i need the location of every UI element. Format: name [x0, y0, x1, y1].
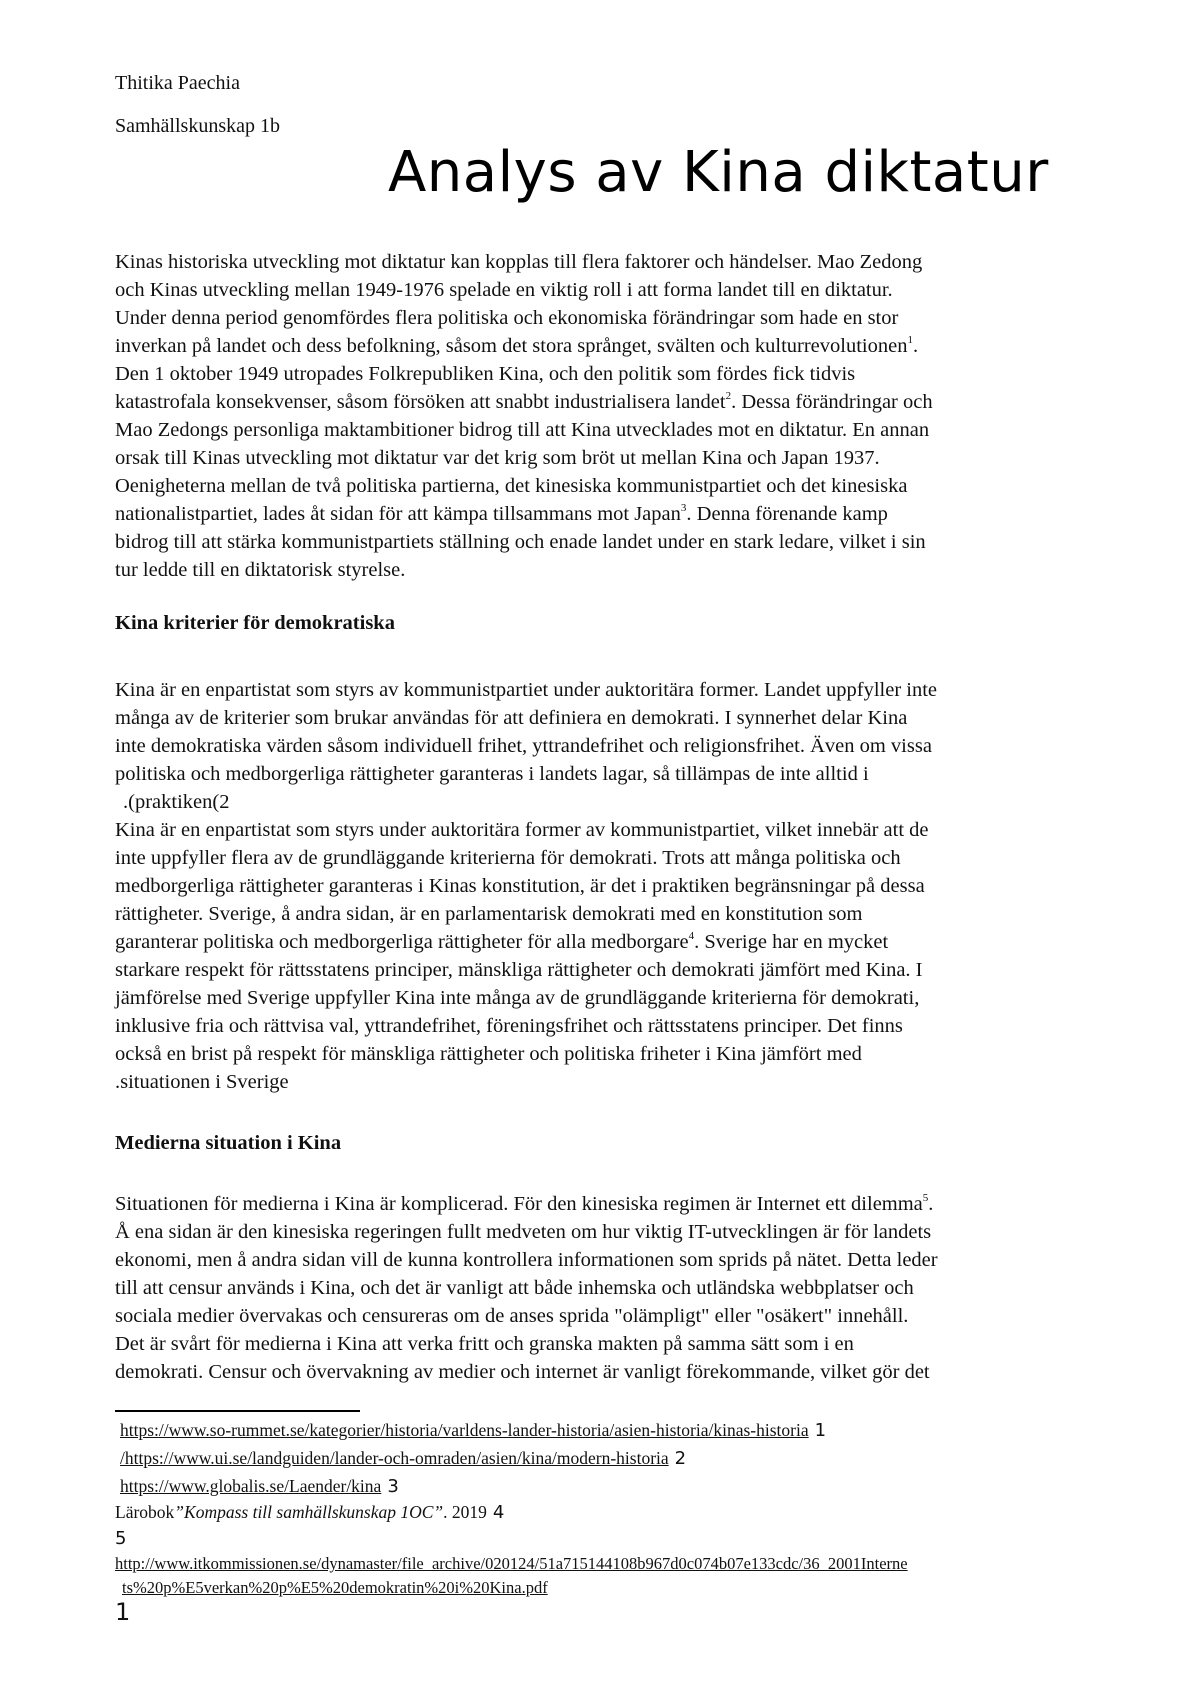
text-line: Den 1 oktober 1949 utropades Folkrepubliken Kina, och den politik som fördes fick tidvis	[115, 363, 856, 385]
book-title: ”Kompass till samhällskunskap 1OC”	[174, 1502, 444, 1522]
footnote-number: 3	[387, 1476, 399, 1497]
footnote-ref[interactable]: 3	[680, 502, 687, 515]
course-name: Samhällskunskap 1b	[115, 115, 280, 137]
text-line: jämförelse med Sverige uppfyller Kina inte många av de grundläggande kriterierna för demokrati,	[115, 987, 920, 1009]
text-line: många av de kriterier som brukar användas för att definiera en demokrati. I synnerhet delar Kina	[115, 707, 908, 729]
footnote-5-cont	[122, 1576, 548, 1600]
text-line: Situationen för medierna i Kina är komplicerad. För den kinesiska regimen är Internet ett dilemma$^5$.	[115, 1192, 934, 1215]
footnote-ref[interactable]: 5	[922, 1192, 929, 1205]
text-line: till att censur används i Kina, och det är vanligt att både inhemska och utländska webbplatser och	[115, 1277, 914, 1299]
author-name: Thitika Paechia	[115, 72, 240, 94]
text-line: också en brist på respekt för mänskliga rättigheter och politiska friheter i Kina jämfört med	[115, 1043, 862, 1065]
footnote-link[interactable]: https://www.globalis.se/Laender/kina	[120, 1476, 382, 1496]
section-heading-media: Medierna situation i Kina	[115, 1132, 342, 1154]
text-line: inklusive fria och rättvisa val, yttrandefrihet, föreningsfrihet och rättsstatens principer. Det finns	[115, 1015, 903, 1037]
footnote-1	[120, 1418, 826, 1443]
text-line: inverkan på landet och dess befolkning, såsom det stora språnget, svälten och kulturrevolutionen$^1$.	[115, 334, 919, 357]
footnote-ref[interactable]: 1	[907, 334, 913, 347]
text-line: och Kinas utveckling mellan 1949-1976 spelade en viktig roll i att forma landet till en diktatur.	[115, 279, 893, 301]
text-line: .situationen i Sverige	[115, 1071, 289, 1093]
footnote-5-number	[115, 1526, 126, 1551]
text-line: nationalistpartiet, lades åt sidan för att kämpa tillsammans mot Japan$^3$. Denna förenande kamp	[115, 502, 888, 525]
text-line: Mao Zedongs personliga maktambitioner bidrog till att Kina utvecklades mot en diktatur. En annan	[115, 419, 930, 441]
text-line: rättigheter. Sverige, å andra sidan, är en parlamentarisk demokrati med en konstitution som	[115, 903, 863, 925]
text-line: ekonomi, men å andra sidan vill de kunna kontrollera informationen som sprids på nätet. Detta leder	[115, 1249, 938, 1271]
footnote-ref[interactable]: 4	[688, 930, 695, 943]
footnote-separator	[115, 1410, 360, 1412]
footnote-4: Lärobok”Kompass till samhällskunskap 1OC”. 2019 4	[115, 1502, 505, 1523]
section-heading-criteria: Kina kriterier för demokratiska	[115, 612, 395, 634]
text-line: inte uppfyller flera av de grundläggande kriterierna för demokrati. Trots att många politiska och	[115, 847, 901, 869]
media-paragraph	[115, 1190, 1095, 1386]
text-line: Å ena sidan är den kinesiska regeringen fullt medveten om hur viktig IT-utvecklingen är för landets	[115, 1221, 932, 1243]
text-line: tur ledde till en diktatorisk styrelse.	[115, 559, 406, 581]
footnote-ref[interactable]: 2	[725, 390, 732, 403]
footnote-link[interactable]: /https://www.ui.se/landguiden/lander-och-omraden/asien/kina/modern-historia	[120, 1448, 669, 1468]
criteria-paragraph	[115, 676, 1095, 1096]
text-line: Kinas historiska utveckling mot diktatur kan kopplas till flera faktorer och händelser. Mao Zedong	[115, 251, 923, 273]
page-title: Analys av Kina diktatur	[388, 140, 1049, 205]
footnote-number: 4	[492, 1502, 505, 1523]
text-line: bidrog till att stärka kommunistpartiets ställning och enade landet under en stark ledare, vilket i sin	[115, 531, 926, 553]
page-number: 1	[115, 1598, 131, 1626]
footnote-number: 1	[814, 1420, 827, 1441]
footnote-number: 2	[674, 1448, 687, 1469]
text-line: politiska och medborgerliga rättigheter garanteras i landets lagar, så tillämpas de inte alltid i	[115, 763, 869, 785]
text-line: medborgerliga rättigheter garanteras i Kinas konstitution, är det i praktiken begränsningar på dessa	[115, 875, 925, 897]
text-line: garanterar politiska och medborgerliga rättigheter för alla medborgare$^4$. Sverige har en mycket	[115, 930, 889, 953]
text-line: inte demokratiska värden såsom individuell frihet, yttrandefrihet och religionsfrihet. Även om vissa	[115, 735, 932, 757]
text-line: katastrofala konsekvenser, såsom försöken att snabbt industrialisera landet$^2$. Dessa förändringar och	[115, 390, 933, 413]
text-line: Det är svårt för medierna i Kina att verka fritt och granska makten på samma sätt som i en	[115, 1333, 854, 1355]
footnote-link[interactable]: ts%20p%E5verkan%20p%E5%20demokratin%20i%20Kina.pdf	[122, 1578, 548, 1597]
text-line: starkare respekt för rättsstatens principer, mänskliga rättigheter och demokrati jämfört med Kina. I	[115, 959, 923, 981]
text-line: demokrati. Censur och övervakning av medier och internet är vanligt förekommande, vilket gör det	[115, 1361, 930, 1383]
text-line: Kina är en enpartistat som styrs av kommunistpartiet under auktoritära former. Landet uppfyller inte	[115, 679, 938, 701]
text-line: Kina är en enpartistat som styrs under auktoritära former av kommunistpartiet, vilket innebär att de	[115, 819, 929, 841]
text-line: sociala medier övervakas och censureras om de anses sprida "olämpligt" eller "osäkert" innehåll.	[115, 1305, 909, 1327]
footnote-3	[120, 1474, 399, 1499]
text-line: Oenigheterna mellan de två politiska partierna, det kinesiska kommunistpartiet och det kinesiska	[115, 475, 908, 497]
footnote-link[interactable]: http://www.itkommissionen.se/dynamaster/file_archive/020124/51a715144108b967d0c074b07e133cdc/36_2001Interne	[115, 1554, 908, 1573]
intro-paragraph	[115, 248, 1095, 584]
footnote-5	[115, 1552, 908, 1576]
footnote-link[interactable]: https://www.so-rummet.se/kategorier/historia/varldens-lander-historia/asien-historia/kinas-historia	[120, 1420, 809, 1440]
footnote-number: 5	[115, 1528, 127, 1549]
text-line: .(praktiken(2	[123, 791, 230, 813]
text-line: Under denna period genomfördes flera politiska och ekonomiska förändringar som hade en stor	[115, 307, 899, 329]
footnote-2	[120, 1446, 686, 1471]
text-line: orsak till Kinas utveckling mot diktatur var det krig som bröt ut mellan Kina och Japan 1937.	[115, 447, 880, 469]
